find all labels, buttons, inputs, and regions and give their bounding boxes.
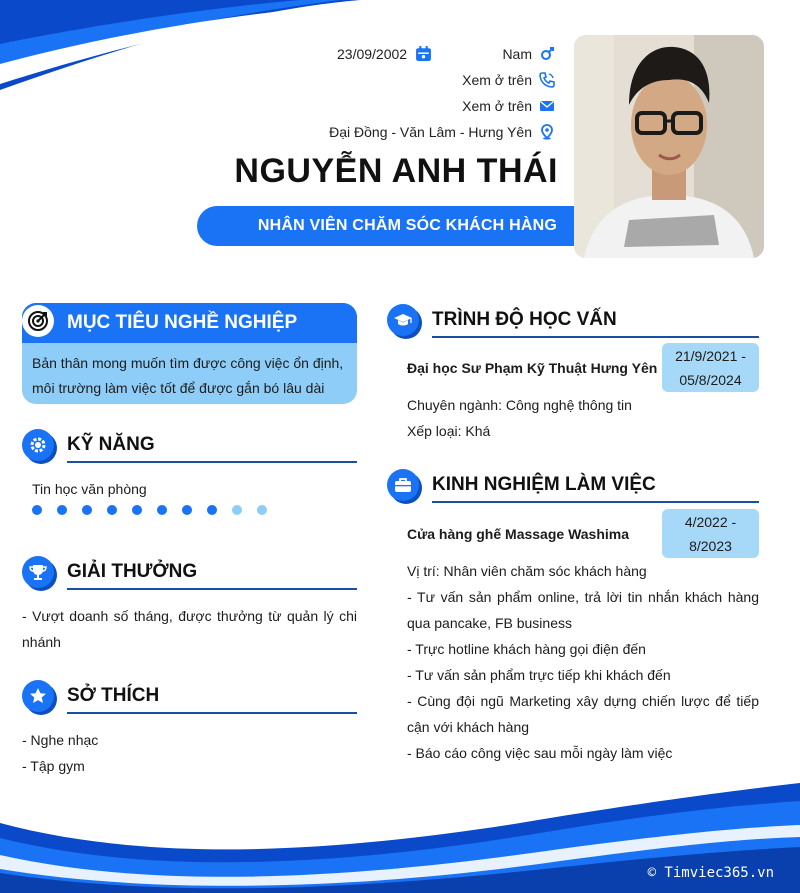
date-of-birth xyxy=(337,45,432,62)
target-icon xyxy=(22,305,54,337)
email-text: Xem ở trên xyxy=(462,97,532,114)
experience-date-badge xyxy=(662,509,759,558)
gear-icon xyxy=(22,429,54,461)
duty-item: - Cùng đội ngũ Marketing xây dựng chiến lược để tiếp cận với khách hàng xyxy=(407,693,759,735)
candidate-name: NGUYỄN ANH THÁI xyxy=(234,152,558,190)
hobbies-underline xyxy=(67,712,357,714)
phone-icon xyxy=(538,71,555,88)
skills-underline xyxy=(67,461,357,463)
email-row xyxy=(462,97,555,114)
dob-text: 23/09/2002 xyxy=(337,45,408,62)
footer-credit: © Timviec365.vn xyxy=(647,865,774,881)
skill-name: Tin học văn phòng xyxy=(32,481,147,497)
skill-level-dot xyxy=(157,505,167,515)
hobby-item: - Tập gym xyxy=(22,758,85,774)
gender-row xyxy=(502,45,555,62)
skill-level-dot xyxy=(207,505,217,515)
skill-level-dots xyxy=(32,505,282,515)
education-date-end: 05/8/2024 xyxy=(679,372,742,388)
awards-title: GIẢI THƯỞNG xyxy=(67,561,198,582)
graduation-cap-icon xyxy=(387,304,419,336)
hobby-item: - Nghe nhạc xyxy=(22,732,99,748)
profile-photo xyxy=(574,35,764,258)
email-icon xyxy=(538,97,555,114)
skills-heading xyxy=(22,429,155,461)
education-date-badge xyxy=(662,343,759,392)
skill-level-dot xyxy=(107,505,117,515)
skill-level-dot xyxy=(132,505,142,515)
experience-underline xyxy=(432,501,759,503)
phone-row xyxy=(462,71,555,88)
experience-heading xyxy=(387,469,656,501)
star-icon xyxy=(22,680,54,712)
duty-item: - Tư vấn sản phẩm trực tiếp khi khách đến xyxy=(407,667,671,683)
duty-item: - Tư vấn sản phẩm online, trả lời tin nhắn khách hàng qua pancake, FB business xyxy=(407,589,759,631)
career-goal-title: MỤC TIÊU NGHỀ NGHIỆP xyxy=(67,312,298,333)
job-title-banner xyxy=(197,206,587,246)
phone-text: Xem ở trên xyxy=(462,71,532,88)
location-pin-icon xyxy=(538,123,555,140)
company-name: Cửa hàng ghế Massage Washima xyxy=(407,526,630,542)
awards-underline xyxy=(67,588,357,590)
skill-level-dot xyxy=(32,505,42,515)
trophy-icon xyxy=(22,556,54,588)
career-goal-header xyxy=(22,303,357,343)
career-goal-text: Bản thân mong muốn tìm được công việc ổn định, môi trường làm việc tốt để được gắn bó lâu dài xyxy=(32,355,344,396)
duty-item: - Báo cáo công việc sau mỗi ngày làm việc xyxy=(407,745,673,761)
gender-icon xyxy=(538,45,555,62)
career-goal-section xyxy=(22,303,357,404)
school-name: Đại học Sư Phạm Kỹ Thuật Hưng Yên xyxy=(407,360,658,376)
education-heading xyxy=(387,304,617,336)
experience-date-start: 4/2022 - xyxy=(684,514,737,530)
address-text: Đại Đồng - Văn Lâm - Hưng Yên xyxy=(329,123,532,140)
briefcase-icon xyxy=(387,469,419,501)
education-title: TRÌNH ĐỘ HỌC VẤN xyxy=(432,309,617,330)
hobbies-title: SỞ THÍCH xyxy=(67,685,160,706)
skill-level-dot xyxy=(257,505,267,515)
hobbies-heading xyxy=(22,680,159,712)
experience-date-end: 8/2023 xyxy=(689,538,732,554)
duty-item: - Trực hotline khách hàng gọi điện đến xyxy=(407,641,646,657)
skill-level-dot xyxy=(232,505,242,515)
awards-heading xyxy=(22,556,197,588)
education-grade: Xếp loại: Khá xyxy=(407,423,491,439)
education-major: Chuyên ngành: Công nghệ thông tin xyxy=(407,397,632,413)
skills-title: KỸ NĂNG xyxy=(67,434,155,455)
education-date-start: 21/9/2021 - xyxy=(675,348,746,364)
awards-text: - Vượt doanh số tháng, được thưởng từ quản lý chi nhánh xyxy=(22,608,357,650)
experience-position: Vị trí: Nhân viên chăm sóc khách hàng xyxy=(407,563,647,579)
gender-text: Nam xyxy=(502,45,532,62)
skill-level-dot xyxy=(182,505,192,515)
experience-title: KINH NGHIỆM LÀM VIỆC xyxy=(432,474,656,495)
address-row xyxy=(329,123,555,140)
calendar-icon xyxy=(415,45,432,62)
skill-level-dot xyxy=(82,505,92,515)
skill-level-dot xyxy=(57,505,67,515)
education-underline xyxy=(432,336,759,338)
job-title-text: NHÂN VIÊN CHĂM SÓC KHÁCH HÀNG xyxy=(257,217,557,234)
